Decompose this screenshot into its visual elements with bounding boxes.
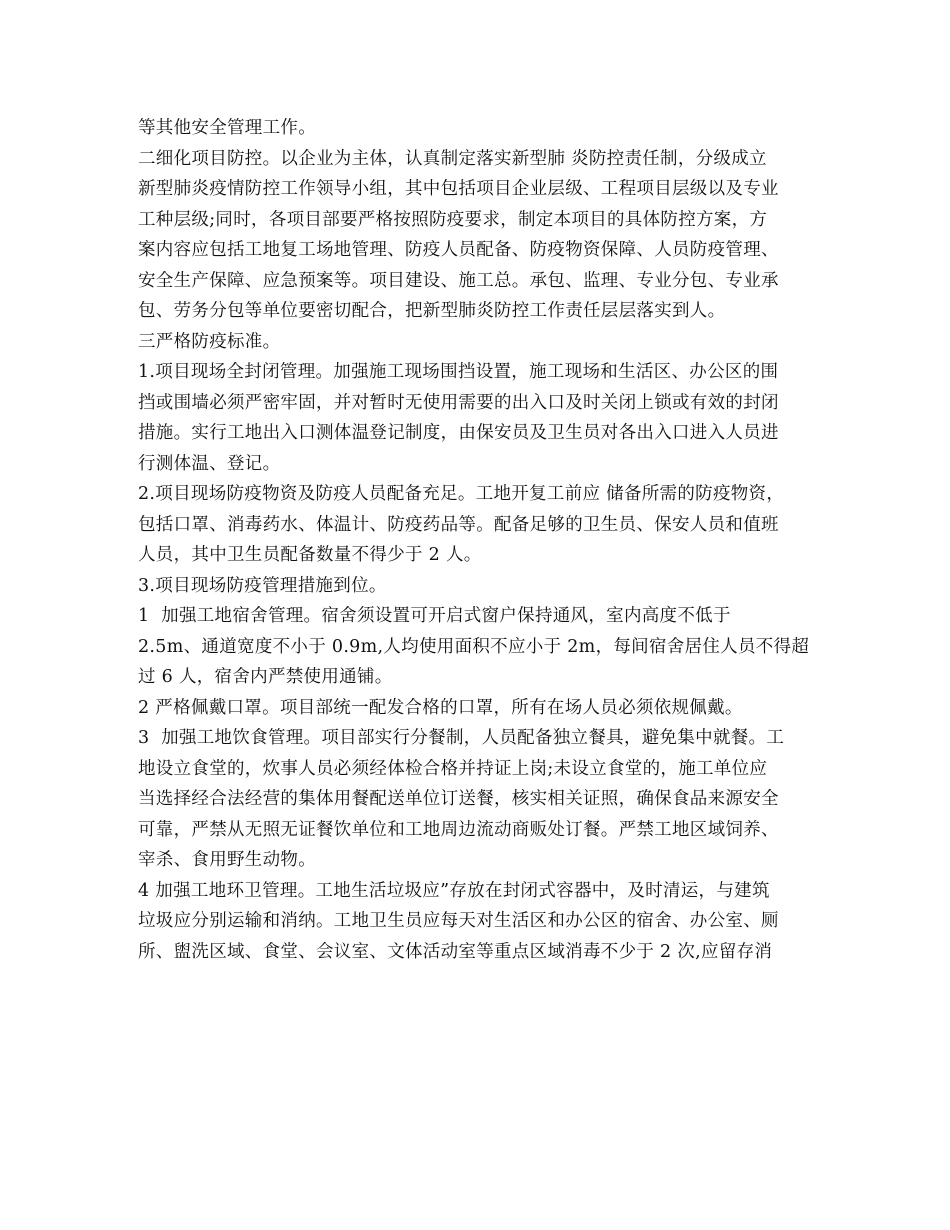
text-line: 垃圾应分别运输和消纳。工地卫生员应每天对生活区和办公区的宿舍、办公室、厕 <box>138 911 779 931</box>
text-line: 包、劳务分包等单位要密切配合，把新型肺炎防控工作责任层层落实到人。 <box>138 301 726 321</box>
document-body <box>138 113 813 967</box>
list-item-2: 2.项目现场防疫物资及防疫人员配备充足。工地开复工前应 储备所需的防疫物资， <box>138 484 785 504</box>
text-line: 案内容应包括工地复工场地管理、防疫人员配备、防疫物资保障、人员防疫管理、 <box>138 240 779 260</box>
text-line: 挡或围墙必须严密牢固，并对暂时无使用需要的出入口及时关闭上锁或有效的封闭 <box>138 392 779 413</box>
sub-item-1: 1 加强工地宿舍管理。宿舍须设置可开启式窗户保持通风，室内高度不低于 <box>138 606 731 626</box>
text-line: 措施。实行工地出入口测体温登记制度，由保安员及卫生员对各出入口进入人员进 <box>138 423 779 443</box>
text-line: 安全生产保障、应急预案等。项目建设、施工总。承包、监理、专业分包、专业承 <box>138 270 779 291</box>
list-item-1: 1.项目现场全封闭管理。加强施工现场围挡设置，施工现场和生活区、办公区的围 <box>138 362 779 382</box>
text-line: 工种层级;同时，各项目部要严格按照防疫要求，制定本项目的具体防控方案，方 <box>138 209 768 230</box>
sub-item-2: 2 严格佩戴口罩。项目部统一配发合格的口罩，所有在场人员必须依规佩戴。 <box>138 697 743 718</box>
text-line: 可靠，严禁从无照无证餐饮单位和工地周边流动商贩处订餐。严禁工地区域饲养、 <box>138 819 779 840</box>
sub-item-4: 4 加强工地环卫管理。工地生活垃圾应”存放在封闭式容器中，及时清运，与建筑 <box>138 880 770 901</box>
list-item-3: 3.项目现场防疫管理措施到位。 <box>138 575 387 596</box>
text-line: 行测体温、登记。 <box>138 453 281 474</box>
text-line: 2.5m、通道宽度不小于 0.9m,人均使用面积不应小于 2m，每间宿舍居住人员不得超 <box>138 636 810 657</box>
text-line: 所、盥洗区域、食堂、会议室、文体活动室等重点区域消毒不少于 2 次,应留存消 <box>138 941 773 962</box>
section-heading-3: 三严格防疫标准。 <box>138 331 281 352</box>
sub-item-3: 3 加强工地饮食管理。项目部实行分餐制，人员配备独立餐具，避免集中就餐。工 <box>138 728 785 748</box>
text-line: 宰杀、食用野生动物。 <box>138 850 316 870</box>
section-heading-2: 二细化项目防控。以企业为主体，认真制定落实新型肺 炎防控责任制，分级成立 <box>138 148 767 169</box>
text-line: 人员，其中卫生员配备数量不得少于 2 人。 <box>138 545 482 565</box>
text-line: 过 6 人，宿舍内严禁使用通铺。 <box>138 667 393 687</box>
text-line: 当选择经合法经营的集体用餐配送单位订送餐，核实相关证照，确保食品来源安全 <box>138 789 779 809</box>
text-line: 包括口罩、消毒药水、体温计、防疫药品等。配备足够的卫生员、保安人员和值班 <box>138 514 779 535</box>
text-line: 新型肺炎疫情防控工作领导小组，其中包括项目企业层级、工程项目层级以及专业 <box>138 179 779 199</box>
text-line: 等其他安全管理工作。 <box>138 118 316 138</box>
text-line: 地设立食堂的，炊事人员必须经体检合格并持证上岗;未设立食堂的，施工单位应 <box>138 758 768 779</box>
